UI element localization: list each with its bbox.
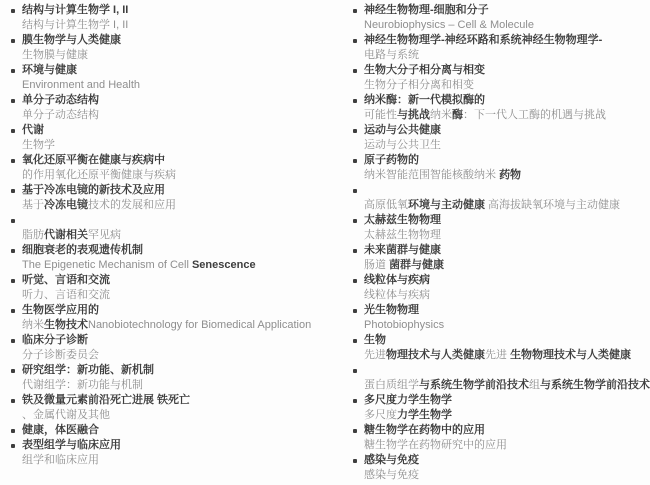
list-item (353, 183, 648, 213)
text-segment: 听力、言语和交流 (22, 289, 110, 301)
text-segment: Environment and Health (22, 79, 141, 91)
bullet-icon (353, 459, 357, 463)
bullet-icon (11, 39, 15, 43)
item-subtitle (364, 468, 648, 483)
item-subtitle (364, 258, 648, 273)
item-title (364, 393, 648, 408)
item-subtitle (364, 78, 648, 93)
item-title (22, 438, 346, 453)
list-item (353, 213, 648, 243)
item-title (364, 93, 648, 108)
item-title (364, 273, 648, 288)
text-segment: The Epigenetic Mechanism of Cell (22, 259, 192, 271)
text-segment: ：下一代人工酶的机遇与挑战 (463, 109, 606, 121)
item-title (364, 153, 648, 168)
list-item (11, 213, 346, 243)
text-segment-bold: 酶 (452, 109, 463, 121)
bullet-icon (353, 129, 357, 133)
text-segment: 感染与免疫 (364, 469, 419, 481)
list-item (11, 303, 346, 333)
text-segment-bold: 基于冷冻电镜的新技术及应用 (22, 184, 165, 196)
item-title (22, 303, 346, 318)
list-item (353, 423, 648, 453)
item-subtitle (22, 168, 346, 183)
list-item (11, 33, 346, 63)
list-item (353, 153, 648, 183)
bullet-icon (11, 129, 15, 133)
bullet-icon (11, 369, 15, 373)
text-segment: 高原低氧 (364, 199, 408, 211)
bullet-icon (11, 159, 15, 163)
text-segment-bold: 多尺度力学生物学 (364, 394, 452, 406)
bullet-icon (353, 279, 357, 283)
text-segment: 脂肪 (22, 229, 44, 241)
item-title (22, 333, 346, 348)
item-subtitle (22, 288, 346, 303)
text-segment-bold: 与挑战 (397, 109, 430, 121)
item-subtitle (22, 318, 346, 333)
text-segment-bold: 生物 (364, 334, 386, 346)
text-segment: 运动与公共卫生 (364, 139, 441, 151)
text-segment: 肠道 (364, 259, 390, 271)
item-title (22, 3, 346, 18)
text-segment: 纳米 (22, 319, 44, 331)
bullet-icon (11, 339, 15, 343)
text-segment-bold: Senescence (191, 259, 256, 271)
item-title (22, 273, 346, 288)
text-segment: 多尺度 (364, 409, 397, 421)
text-segment-bold: 神经生物物理-细胞和分子 (364, 4, 489, 16)
item-title (22, 183, 346, 198)
bullet-icon (353, 249, 357, 253)
list-item (353, 393, 648, 423)
list-item (353, 123, 648, 153)
list-item (11, 93, 346, 123)
item-subtitle (364, 378, 648, 393)
text-segment-bold: 代谢相关 (44, 229, 88, 241)
item-subtitle (364, 318, 648, 333)
text-segment-bold: 原子药物的 (364, 154, 419, 166)
bullet-icon (353, 219, 357, 223)
item-title (364, 123, 648, 138)
list-item (11, 183, 346, 213)
item-subtitle (364, 108, 648, 123)
text-segment: 电路与系统 (364, 49, 419, 61)
item-subtitle (364, 18, 648, 33)
item-subtitle (22, 348, 346, 363)
bullet-icon (11, 99, 15, 103)
bullet-icon (11, 189, 15, 193)
text-segment-bold: 菌群与健康 (389, 259, 445, 271)
item-title (364, 63, 648, 78)
text-segment-bold: 光生物物理 (364, 304, 419, 316)
text-segment: 生物膜与健康 (22, 49, 88, 61)
item-subtitle (364, 168, 648, 183)
item-subtitle (22, 138, 346, 153)
bullet-icon (11, 399, 15, 403)
text-segment-bold: 神经生物物理学-神经环路和系统神经生物物理学- (364, 34, 603, 46)
text-segment-bold: 健康，体医融合 (22, 424, 99, 436)
list-item (11, 438, 346, 468)
item-title (364, 333, 648, 348)
item-subtitle (364, 348, 648, 363)
text-segment: 生物分子相分离和相变 (364, 79, 474, 91)
text-segment-bold: 未来菌群与健康 (364, 244, 441, 256)
bullet-icon (11, 444, 15, 448)
text-segment-bold: 环境与主动健康 (408, 199, 485, 211)
bullet-icon (353, 339, 357, 343)
item-subtitle (22, 108, 346, 123)
item-subtitle (364, 228, 648, 243)
text-segment-bold: 表型组学与临床应用 (22, 439, 121, 451)
text-segment-bold: 药物 (499, 169, 522, 181)
text-segment: 线粒体与疾病 (364, 289, 430, 301)
item-subtitle (364, 438, 648, 453)
text-segment: Nanobiotechnology for Biomedical Application (88, 319, 312, 331)
bullet-icon (353, 369, 357, 373)
item-subtitle (364, 288, 648, 303)
text-segment: 罕见病 (88, 229, 121, 241)
bullet-icon (353, 69, 357, 73)
text-segment-bold: 结构与计算生物学 I, II (22, 4, 129, 16)
item-title (364, 33, 648, 48)
text-segment: 组学和临床应用 (22, 454, 99, 466)
text-segment: 高海拔缺氧环境与主动健康 (485, 199, 621, 211)
list-item (353, 63, 648, 93)
list-item (353, 273, 648, 303)
bullet-icon (353, 9, 357, 13)
text-segment: 太赫兹生物物理 (364, 229, 441, 241)
text-segment-bold: 研究组学：新功能、新机制 (22, 364, 154, 376)
item-title (22, 363, 346, 378)
list-item (353, 243, 648, 273)
text-segment-bold: 细胞衰老的表观遗传机制 (22, 244, 143, 256)
item-subtitle (22, 198, 346, 213)
item-subtitle (22, 18, 346, 33)
text-segment-bold: 物理技术与人类健康 (386, 349, 485, 361)
item-subtitle (364, 408, 648, 423)
item-title (364, 243, 648, 258)
bullet-icon (11, 429, 15, 433)
item-title (22, 33, 346, 48)
text-segment-bold: 环境与健康 (22, 64, 77, 76)
text-segment: 组 (529, 379, 540, 391)
item-title (364, 183, 648, 198)
item-title (22, 213, 346, 228)
text-segment-bold: 生物医学应用的 (22, 304, 99, 316)
item-subtitle (22, 228, 346, 243)
text-segment-bold: 冷冻电镜 (44, 199, 88, 211)
item-title (22, 243, 346, 258)
list-item (11, 153, 346, 183)
topics-column-right (353, 3, 648, 483)
text-segment: 可能性 (364, 109, 397, 121)
text-segment: 纳米智能范围智能核酸纳米 (364, 169, 500, 181)
bullet-icon (11, 249, 15, 253)
text-segment: 结构与计算生物学 I, II (22, 19, 129, 31)
bullet-icon (353, 39, 357, 43)
text-segment-bold: 单分子动态结构 (22, 94, 99, 106)
item-subtitle (364, 198, 648, 213)
item-title (364, 423, 648, 438)
item-title (364, 363, 648, 378)
item-title (364, 453, 648, 468)
item-title (22, 93, 346, 108)
text-segment: 的作用氧化还原平衡健康与疾病 (22, 169, 176, 181)
text-segment: 糖生物学在药物研究中的应用 (364, 439, 507, 451)
text-segment: 代谢组学：新功能与机制 (22, 379, 143, 391)
list-item (11, 333, 346, 363)
text-segment-bold: 感染与免疫 (364, 454, 419, 466)
text-segment-bold: 生物大分子相分离与相变 (364, 64, 485, 76)
item-subtitle (364, 48, 648, 63)
bullet-icon (353, 309, 357, 313)
item-title (22, 423, 346, 438)
text-segment-bold: 力学生物学 (397, 409, 452, 421)
bullet-icon (11, 279, 15, 283)
text-segment: 基于 (22, 199, 44, 211)
text-segment: 分子诊断委员会 (22, 349, 99, 361)
list-item (353, 333, 648, 363)
text-segment: 、金属代谢及其他 (22, 409, 110, 421)
text-segment-bold: 与系统生物学前沿技术 (419, 379, 529, 391)
text-segment: 技术的发展和应用 (88, 199, 176, 211)
item-title (22, 63, 346, 78)
list-item (353, 453, 648, 483)
bullet-icon (353, 399, 357, 403)
text-segment: 先进 (364, 349, 386, 361)
item-subtitle (22, 453, 346, 468)
item-title (364, 3, 648, 18)
bullet-icon (353, 99, 357, 103)
bullet-icon (11, 309, 15, 313)
item-subtitle (22, 378, 346, 393)
list-item (11, 123, 346, 153)
item-title (22, 123, 346, 138)
text-segment: 单分子动态结构 (22, 109, 99, 121)
item-subtitle (22, 258, 346, 273)
text-segment-bold: 听觉、言语和交流 (22, 274, 110, 286)
text-segment: 先进 (485, 349, 511, 361)
text-segment-bold: 太赫兹生物物理 (364, 214, 441, 226)
topics-column-left (11, 3, 346, 468)
list-item (11, 363, 346, 393)
list-item (353, 303, 648, 333)
text-segment: 生物学 (22, 139, 55, 151)
text-segment-bold: 生物技术 (44, 319, 88, 331)
text-segment-bold: 线粒体与疾病 (364, 274, 430, 286)
list-item (353, 93, 648, 123)
item-subtitle (22, 48, 346, 63)
text-segment-bold: 临床分子诊断 (22, 334, 88, 346)
text-segment-bold: 氧化还原平衡在健康与疾病中 (22, 154, 165, 166)
list-item (11, 273, 346, 303)
item-title (22, 153, 346, 168)
item-subtitle (22, 78, 346, 93)
list-item (11, 243, 346, 273)
item-subtitle (22, 408, 346, 423)
list-item (11, 63, 346, 93)
text-segment-bold: 代谢 (22, 124, 44, 136)
list-item (11, 3, 346, 33)
bullet-icon (353, 189, 357, 193)
text-segment-bold: 糖生物学在药物中的应用 (364, 424, 485, 436)
item-title (364, 303, 648, 318)
list-item (11, 423, 346, 438)
list-item (353, 363, 648, 393)
item-title (364, 213, 648, 228)
text-segment-bold: 运动与公共健康 (364, 124, 441, 136)
bullet-icon (11, 9, 15, 13)
text-segment-bold: 铁及微量元素前沿死亡进展 铁死亡 (22, 394, 191, 406)
bullet-icon (11, 69, 15, 73)
list-item (353, 33, 648, 63)
text-segment: Photobiophysics (364, 319, 445, 331)
text-segment-bold: 纳米酶：新一代模拟酶的 (364, 94, 485, 106)
text-segment-bold: 与系统生物学前沿技术 (540, 379, 650, 391)
text-segment: Neurobiophysics – Cell & Molecule (364, 19, 534, 31)
list-item (353, 3, 648, 33)
bullet-icon (11, 219, 15, 223)
text-segment: 纳米 (430, 109, 452, 121)
text-segment-bold: 膜生物学与人类健康 (22, 34, 121, 46)
bullet-icon (353, 429, 357, 433)
text-segment: 蛋白质组学 (364, 379, 419, 391)
list-item (11, 393, 346, 423)
item-subtitle (364, 138, 648, 153)
item-title (22, 393, 346, 408)
bullet-icon (353, 159, 357, 163)
text-segment-bold: 生物物理技术与人类健康 (510, 349, 632, 361)
